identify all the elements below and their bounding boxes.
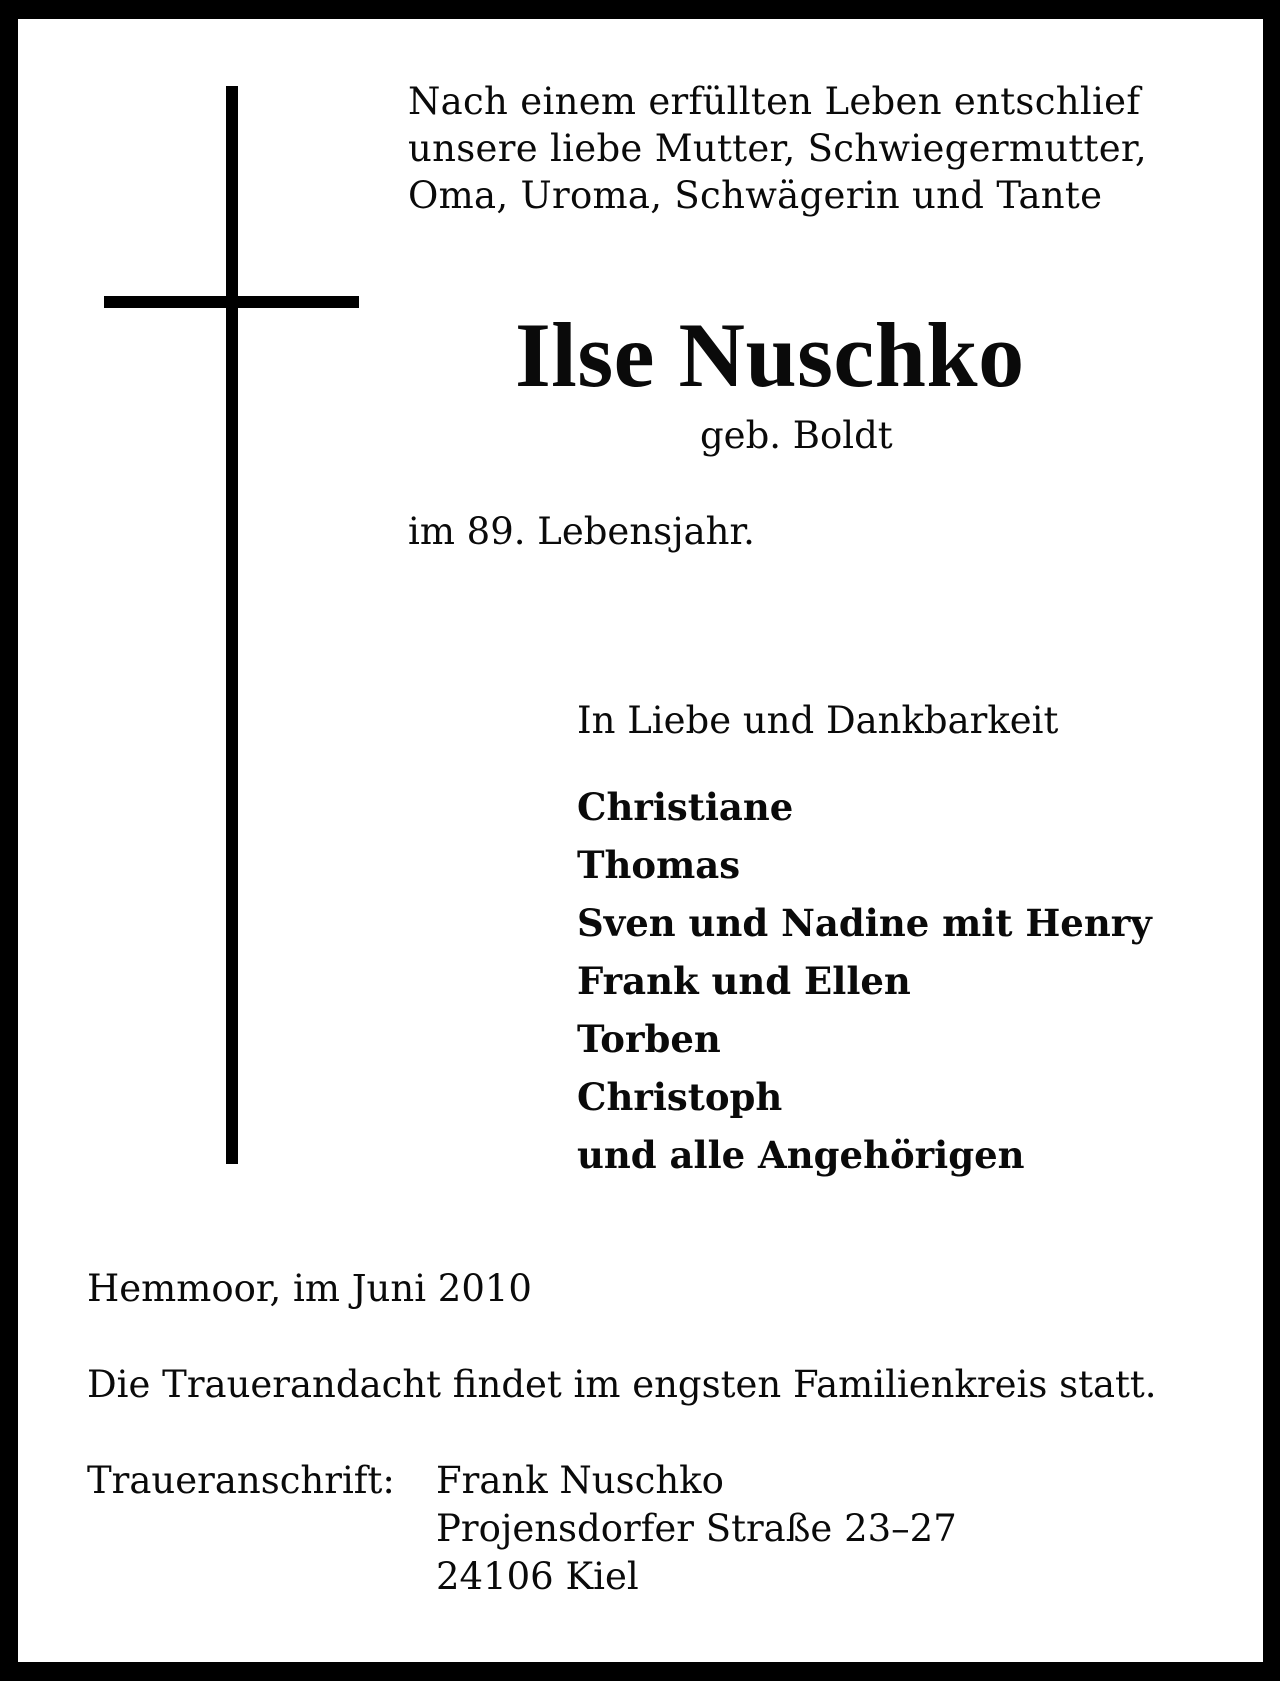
mourner-name: Thomas	[577, 843, 741, 887]
cross-icon	[226, 86, 238, 1164]
intro-line: unsere liebe Mutter, Schwiegermutter,	[408, 127, 1147, 170]
intro-text	[408, 78, 1228, 219]
mourner-name: Frank und Ellen	[577, 959, 911, 1003]
ceremony-note: Die Trauerandacht findet im engsten Familienkreis statt.	[87, 1363, 1157, 1406]
mourner-name: Torben	[577, 1017, 721, 1061]
address-city: 24106 Kiel	[436, 1555, 639, 1598]
place-date: Hemmoor, im Juni 2010	[87, 1267, 532, 1310]
mourner-name: Sven und Nadine mit Henry	[577, 901, 1152, 945]
maiden-name: geb. Boldt	[700, 414, 893, 457]
age-text: im 89. Lebensjahr.	[408, 510, 755, 553]
cross-icon-crossbar	[104, 296, 359, 308]
address-name: Frank Nuschko	[436, 1459, 724, 1502]
mourning-address	[436, 1457, 957, 1601]
address-label: Traueranschrift:	[87, 1459, 395, 1502]
thanks-intro: In Liebe und Dankbarkeit	[577, 699, 1059, 742]
intro-line: Oma, Uroma, Schwägerin und Tante	[408, 174, 1103, 217]
intro-line: Nach einem erfüllten Leben entschlief	[408, 80, 1141, 123]
mourner-name: und alle Angehörigen	[577, 1133, 1025, 1177]
mourner-name: Christiane	[577, 785, 794, 829]
address-street: Projensdorfer Straße 23–27	[436, 1507, 957, 1550]
mourners-list	[577, 778, 1152, 1184]
deceased-name: Ilse Nuschko	[515, 304, 1025, 406]
mourner-name: Christoph	[577, 1075, 783, 1119]
